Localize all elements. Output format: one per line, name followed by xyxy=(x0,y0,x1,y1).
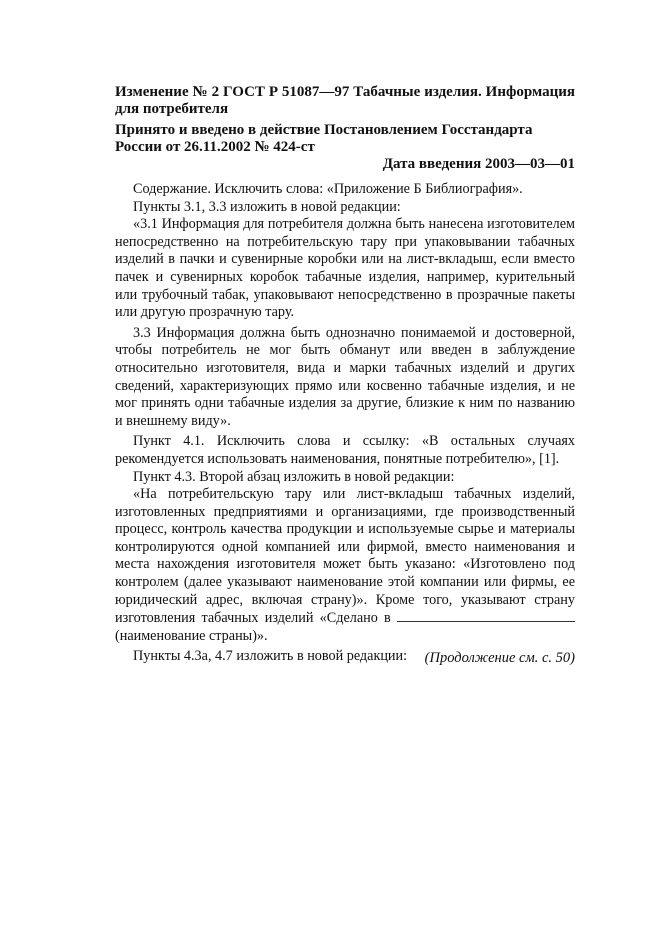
paragraph-contents: Содержание. Исключить слова: «Приложение Б Библиография». xyxy=(133,181,523,197)
continuation-note: (Продолжение см. с. 50) xyxy=(424,650,575,666)
paragraph-items-intro: Пункты 3.1, 3.3 изложить в новой редакции: xyxy=(133,198,401,215)
amendment-body xyxy=(115,181,575,666)
adoption-statement: Принято и введено в действие Постановлением Госстандарта России от 26.11.2002 № 424-ст xyxy=(115,122,533,155)
paragraph-clause-4-1: Пункт 4.1. Исключить слова и ссылку: «В остальных случаях рекомендуется использовать наименования, понятные потребителю», [1]. xyxy=(115,433,575,467)
paragraph-clause-4-3-text xyxy=(115,486,575,645)
paragraph-clause-4-3-intro: Пункт 4.3. Второй абзац изложить в новой редакции: xyxy=(133,468,455,485)
clause-4-3-main-text: «На потребительскую тару или лист-вкладыш табачных изделий, изготовленных предприятиями и организациями, где производственный процесс, контроль качества продукции и используемые сырье и материалы контролируются одной компанией или фирмой, вместо наименования и места нахождения изготовителя может быть указано: «Изготовлено под контролем (далее указывают наименование этой компании или фирмы, ее юридический адрес, включая страну)». Кроме того, указывают страну изготовления табачных изделий «Сделано в xyxy=(115,486,575,627)
paragraph-clause-3-1: «3.1 Информация для потребителя должна быть нанесена изготовителем непосредственно на потребительскую тару при упаковывании табачных изделий в пачки и сувенирные коробки или на лист-вкладыш, если вместо пачек и сувенирных коробок табачные изделия, например, курительный или трубочный табак, упаковывают непосредственно в прозрачные пакеты или другую прозрачную тару. xyxy=(115,216,575,321)
clause-4-3-tail-text: (наименование страны)». xyxy=(115,627,268,644)
amendment-title: Изменение № 2 ГОСТ Р 51087—97 Табачные изделия. Информация для потребителя xyxy=(115,84,575,117)
paragraph-items-4-3a-4-7: Пункты 4.3а, 4.7 изложить в новой редакции: xyxy=(133,648,408,665)
country-fill-line xyxy=(397,609,575,622)
paragraph-clause-3-3: 3.3 Информация должна быть однозначно понимаемой и достоверной, чтобы потребитель не мог быть обманут или введен в заблуждение относительно изготовителя, вида и марки табачных изделий и других сведений, характеризующих прямо или косвенно табачные изделия, и не мог принять одни табачные изделия за другие, близкие к ним по названию и внешнему виду». xyxy=(115,324,575,429)
effective-date: Дата введения 2003—03—01 xyxy=(382,156,575,172)
